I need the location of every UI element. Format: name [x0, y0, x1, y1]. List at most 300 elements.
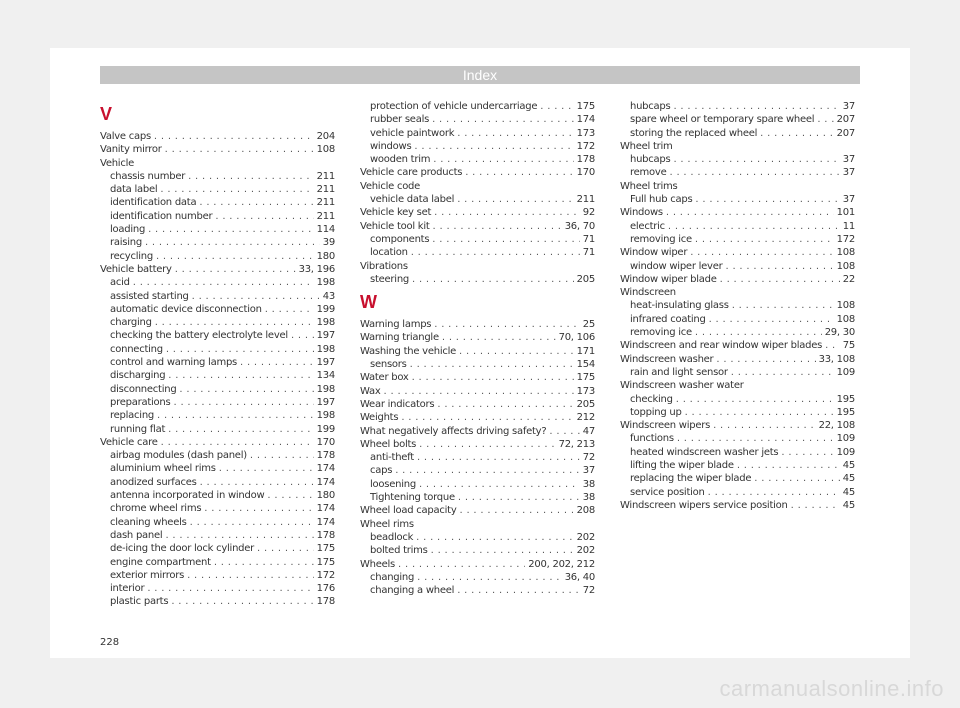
entry-term: Full hub caps [630, 194, 693, 206]
index-entry [360, 206, 595, 219]
entry-term: Vehicle care [100, 436, 158, 448]
entry-term: connecting [110, 343, 163, 355]
index-entry [100, 529, 335, 542]
entry-term: acid [110, 277, 130, 289]
entry-term: windows [370, 140, 412, 152]
entry-term: Wheels [360, 558, 396, 570]
index-entry [100, 276, 335, 289]
entry-page-ref: 211 [316, 197, 335, 209]
dot-leader [173, 396, 313, 409]
index-entry [620, 273, 855, 286]
entry-term: anodized surfaces [110, 476, 197, 488]
dot-leader [133, 276, 314, 289]
dot-leader [145, 236, 320, 249]
entry-page-ref: 47 [582, 425, 595, 437]
dot-leader [192, 290, 320, 303]
index-entry [100, 170, 335, 183]
index-entry [620, 472, 855, 485]
entry-list [100, 130, 335, 609]
entry-page-ref: 22, 108 [818, 420, 855, 432]
index-entry [100, 502, 335, 515]
entry-page-ref: 173 [576, 127, 595, 139]
entry-page-ref: 33, 196 [298, 263, 335, 275]
index-entry [360, 246, 595, 259]
dot-leader [417, 451, 580, 464]
dot-leader [199, 196, 313, 209]
dot-leader [214, 556, 314, 569]
entry-term: airbag modules (dash panel) [110, 450, 247, 462]
entry-list [360, 318, 595, 597]
index-column-1 [100, 104, 335, 609]
dot-leader [817, 113, 833, 126]
dot-leader [165, 529, 313, 542]
dot-leader [414, 140, 573, 153]
dot-leader [179, 383, 313, 396]
index-entry [620, 366, 855, 379]
entry-page-ref: 197 [316, 396, 335, 408]
index-entry [100, 556, 335, 569]
index-entry [100, 595, 335, 608]
entry-page-ref: 72 [582, 585, 595, 597]
entry-term: Warning lamps [360, 319, 432, 331]
dot-leader [695, 193, 839, 206]
entry-term: changing [370, 571, 415, 583]
dot-leader [419, 478, 580, 491]
index-entry [100, 196, 335, 209]
entry-page-ref: 171 [576, 345, 595, 357]
entry-term: topping up [630, 406, 682, 418]
index-entry [360, 318, 595, 331]
index-entry [360, 464, 595, 477]
entry-term: Weights [360, 412, 399, 424]
dot-leader [737, 459, 840, 472]
entry-term: Water box [360, 372, 409, 384]
entry-term: caps [370, 465, 393, 477]
entry-page-ref: 45 [842, 460, 855, 472]
entry-term: replacing [110, 410, 155, 422]
dot-leader [160, 183, 313, 196]
dot-leader [398, 558, 525, 571]
entry-term: components [370, 233, 430, 245]
entry-term: discharging [110, 370, 166, 382]
index-entry [100, 210, 335, 223]
entry-page-ref: 109 [836, 366, 855, 378]
dot-leader [458, 491, 580, 504]
entry-page-ref: 211 [316, 184, 335, 196]
dot-leader [161, 436, 314, 449]
entry-term: dash panel [110, 529, 163, 541]
index-entry [360, 451, 595, 464]
dot-leader [433, 220, 562, 233]
entry-page-ref: 178 [316, 450, 335, 462]
entry-term: automatic device disconnection [110, 303, 262, 315]
entry-term: heated windscreen washer jets [630, 446, 779, 458]
dot-leader [668, 220, 840, 233]
dot-leader [157, 409, 314, 422]
index-entry [100, 290, 335, 303]
dot-leader [669, 166, 839, 179]
entry-page-ref: 108 [836, 300, 855, 312]
entry-term: remove [630, 167, 667, 179]
entry-page-ref: 180 [316, 250, 335, 262]
entry-page-ref: 108 [836, 260, 855, 272]
dot-leader [156, 250, 314, 263]
entry-page-ref: 38 [582, 478, 595, 490]
entry-page-ref: 37 [582, 465, 595, 477]
entry-page-ref: 154 [576, 359, 595, 371]
entry-page-ref: 108 [836, 247, 855, 259]
entry-page-ref: 178 [576, 154, 595, 166]
entry-term: service position [630, 486, 705, 498]
entry-term: Windscreen and rear window wiper blades [620, 340, 823, 352]
entry-page-ref: 174 [576, 114, 595, 126]
dot-leader [165, 143, 314, 156]
dot-leader [457, 127, 573, 140]
index-entry [620, 206, 855, 219]
dot-leader [676, 393, 834, 406]
watermark: carmanualsonline.info [719, 676, 944, 701]
index-entry [100, 476, 335, 489]
entry-page-ref: 172 [576, 140, 595, 152]
index-entry [360, 544, 595, 557]
index-entry [100, 542, 335, 555]
entry-page-ref: 92 [582, 207, 595, 219]
index-entry [360, 140, 595, 153]
entry-page-ref: 178 [316, 529, 335, 541]
entry-page-ref: 211 [576, 194, 595, 206]
index-entry [360, 180, 595, 193]
dot-leader [291, 329, 314, 342]
dot-leader [690, 246, 833, 259]
dot-leader [410, 358, 574, 371]
entry-page-ref: 174 [316, 503, 335, 515]
entry-term: heat-insulating glass [630, 300, 729, 312]
dot-leader [166, 343, 314, 356]
dot-leader [460, 504, 574, 517]
entry-page-ref: 195 [836, 393, 855, 405]
entry-page-ref: 198 [316, 277, 335, 289]
dot-leader [147, 582, 313, 595]
index-entry [620, 260, 855, 273]
dot-leader [257, 542, 314, 555]
entry-page-ref: 199 [316, 303, 335, 315]
index-entry [620, 113, 855, 126]
dot-leader [457, 193, 573, 206]
dot-leader [716, 353, 815, 366]
entry-term: rubber seals [370, 114, 430, 126]
entry-page-ref: 108 [316, 144, 335, 156]
dot-leader [434, 206, 580, 219]
entry-term: disconnecting [110, 383, 177, 395]
entry-page-ref: 36, 40 [564, 571, 595, 583]
index-entry [360, 478, 595, 491]
entry-page-ref: 211 [316, 170, 335, 182]
entry-term: Warning triangle [360, 332, 439, 344]
entry-page-ref: 212 [576, 412, 595, 424]
dot-leader [695, 326, 822, 339]
index-entry [360, 425, 595, 438]
dot-leader [416, 531, 573, 544]
dot-leader [432, 113, 574, 126]
index-entry [620, 393, 855, 406]
entry-page-ref: 172 [316, 569, 335, 581]
entry-page-ref: 207 [836, 127, 855, 139]
entry-page-ref: 37 [842, 154, 855, 166]
entry-page-ref: 109 [836, 433, 855, 445]
dot-leader [760, 127, 833, 140]
entry-page-ref: 211 [316, 210, 335, 222]
entry-page-ref: 176 [316, 583, 335, 595]
entry-term: Vehicle [100, 157, 135, 169]
entry-page-ref: 198 [316, 317, 335, 329]
entry-term: identification data [110, 197, 197, 209]
entry-term: Tightening torque [370, 492, 455, 504]
dot-leader [459, 345, 574, 358]
entry-term: functions [630, 433, 674, 445]
entry-page-ref: 37 [842, 101, 855, 112]
entry-page-ref: 37 [842, 194, 855, 206]
entry-term: removing ice [630, 233, 692, 245]
dot-leader [825, 339, 840, 352]
index-entry [360, 193, 595, 206]
dot-leader [720, 273, 840, 286]
index-entry [100, 383, 335, 396]
entry-term: de-icing the door lock cylinder [110, 543, 255, 555]
index-entry [100, 130, 335, 143]
entry-page-ref: 71 [582, 233, 595, 245]
index-entry [620, 313, 855, 326]
entry-term: Window wiper blade [620, 273, 717, 285]
entry-term: Vehicle key set [360, 207, 432, 219]
index-entry [360, 113, 595, 126]
entry-term: chrome wheel rims [110, 503, 202, 515]
entry-term: Windscreen washer water [620, 380, 744, 392]
entry-page-ref: 25 [582, 319, 595, 331]
index-entry [360, 127, 595, 140]
dot-leader [442, 331, 556, 344]
dot-leader [791, 499, 840, 512]
entry-page-ref: 37 [842, 167, 855, 179]
index-entry [360, 273, 595, 286]
dot-leader [781, 446, 833, 459]
index-entry [100, 263, 335, 276]
index-entry [620, 419, 855, 432]
index-entry [100, 462, 335, 475]
index-entry [100, 143, 335, 156]
index-entry [620, 446, 855, 459]
index-entry [360, 558, 595, 571]
entry-page-ref: 45 [842, 473, 855, 485]
entry-term: lifting the wiper blade [630, 460, 734, 472]
entry-term: checking the battery electrolyte level [110, 330, 288, 342]
entry-page-ref: 197 [316, 357, 335, 369]
entry-page-ref: 45 [842, 499, 855, 511]
entry-page-ref: 200, 202, 212 [528, 558, 595, 570]
entry-term: Valve caps [100, 131, 151, 142]
entry-term: cleaning wheels [110, 516, 187, 528]
dot-leader [401, 411, 573, 424]
entry-term: location [370, 247, 408, 259]
index-entry [620, 486, 855, 499]
entry-page-ref: 72 [582, 452, 595, 464]
entry-page-ref: 43 [322, 290, 335, 302]
index-entry [100, 356, 335, 369]
index-entry [360, 345, 595, 358]
index-entry [360, 571, 595, 584]
entry-term: sensors [370, 359, 407, 371]
index-entry [360, 504, 595, 517]
index-entry [360, 166, 595, 179]
entry-term: checking [630, 393, 673, 405]
entry-list [620, 100, 855, 512]
index-entry [100, 223, 335, 236]
entry-page-ref: 11 [842, 220, 855, 232]
entry-term: plastic parts [110, 596, 169, 608]
entry-page-ref: 170 [576, 167, 595, 179]
dot-leader [673, 100, 839, 113]
entry-page-ref: 174 [316, 463, 335, 475]
entry-page-ref: 101 [836, 207, 855, 219]
entry-page-ref: 22 [842, 273, 855, 285]
entry-page-ref: 72, 213 [558, 438, 595, 450]
dot-leader [708, 486, 840, 499]
entry-term: bolted trims [370, 545, 428, 557]
entry-term: preparations [110, 396, 171, 408]
index-entry [620, 339, 855, 352]
entry-page-ref: 174 [316, 516, 335, 528]
entry-term: control and warning lamps [110, 357, 238, 369]
entry-page-ref: 175 [316, 543, 335, 555]
entry-term: Windows [620, 207, 663, 219]
entry-term: Wheel load capacity [360, 505, 457, 517]
dot-leader [204, 502, 313, 515]
index-entry [620, 406, 855, 419]
dot-leader [540, 100, 573, 113]
dot-leader [549, 425, 579, 438]
entry-page-ref: 202 [576, 531, 595, 543]
index-entry [100, 343, 335, 356]
entry-page-ref: 170 [316, 436, 335, 448]
entry-page-ref: 204 [316, 131, 335, 142]
index-entry [100, 183, 335, 196]
entry-page-ref: 36, 70 [564, 220, 595, 232]
entry-page-ref: 205 [576, 398, 595, 410]
entry-page-ref: 175 [576, 372, 595, 384]
dot-leader [457, 584, 580, 597]
entry-page-ref: 39 [322, 237, 335, 249]
dot-leader [240, 356, 314, 369]
index-entry [360, 438, 595, 451]
entry-term: Windscreen [620, 287, 676, 299]
entry-page-ref: 199 [316, 423, 335, 435]
entry-term: Wheel rims [360, 518, 414, 530]
dot-leader [171, 595, 313, 608]
index-entry [360, 518, 595, 531]
entry-term: loading [110, 224, 146, 236]
dot-leader [215, 210, 313, 223]
entry-term: loosening [370, 478, 416, 490]
entry-page-ref: 197 [316, 330, 335, 342]
entry-term: engine compartment [110, 556, 211, 568]
entry-page-ref: 114 [316, 224, 335, 236]
index-entry [620, 127, 855, 140]
entry-term: aluminium wheel rims [110, 463, 216, 475]
entry-term: interior [110, 583, 145, 595]
entry-term: Wheel bolts [360, 438, 417, 450]
entry-term: vehicle data label [370, 194, 455, 206]
entry-term: Windscreen washer [620, 353, 714, 365]
entry-term: infrared coating [630, 313, 706, 325]
entry-term: Vehicle battery [100, 263, 172, 275]
dot-leader [465, 166, 573, 179]
entry-term: identification number [110, 210, 213, 222]
index-entry [620, 233, 855, 246]
dot-leader [713, 419, 815, 432]
entry-page-ref: 175 [576, 101, 595, 112]
entry-term: Window wiper [620, 247, 688, 259]
dot-leader [168, 369, 313, 382]
index-entry [360, 584, 595, 597]
dot-leader [148, 223, 314, 236]
entry-page-ref: 29, 30 [824, 327, 855, 339]
dot-leader [673, 153, 839, 166]
index-entry [620, 166, 855, 179]
section-letter-v: V [100, 104, 113, 124]
dot-leader [168, 423, 314, 436]
entry-term: assisted starting [110, 290, 189, 302]
entry-page-ref: 75 [842, 340, 855, 352]
index-entry [360, 331, 595, 344]
entry-term: hubcaps [630, 101, 671, 112]
entry-term: Wax [360, 385, 381, 397]
index-entry [360, 371, 595, 384]
entry-list [360, 100, 595, 286]
dot-leader [731, 366, 834, 379]
page-number: 228 [100, 637, 120, 648]
index-entry [360, 531, 595, 544]
dot-leader [219, 462, 314, 475]
entry-term: Washing the vehicle [360, 345, 457, 357]
entry-term: chassis number [110, 170, 186, 182]
entry-term: Wheel trim [620, 140, 673, 152]
entry-page-ref: 198 [316, 410, 335, 422]
index-entry [360, 100, 595, 113]
dot-leader [175, 263, 296, 276]
index-entry [100, 329, 335, 342]
dot-leader [434, 318, 580, 331]
dot-leader [666, 206, 834, 219]
dot-leader [725, 260, 833, 273]
dot-leader [754, 472, 839, 485]
index-entry [100, 423, 335, 436]
index-entry [100, 303, 335, 316]
entry-term: beadlock [370, 531, 414, 543]
dot-leader [677, 432, 834, 445]
dot-leader [437, 398, 573, 411]
entry-term: Wheel trims [620, 180, 678, 192]
index-entry [620, 499, 855, 512]
index-column-2 [360, 100, 595, 597]
dot-leader [384, 385, 574, 398]
dot-leader [432, 233, 579, 246]
index-entry [620, 326, 855, 339]
entry-term: Vibrations [360, 260, 408, 272]
index-column-3 [620, 100, 855, 512]
entry-term: replacing the wiper blade [630, 473, 752, 485]
index-entry [100, 157, 335, 170]
dot-leader [250, 449, 314, 462]
dot-leader [187, 569, 314, 582]
